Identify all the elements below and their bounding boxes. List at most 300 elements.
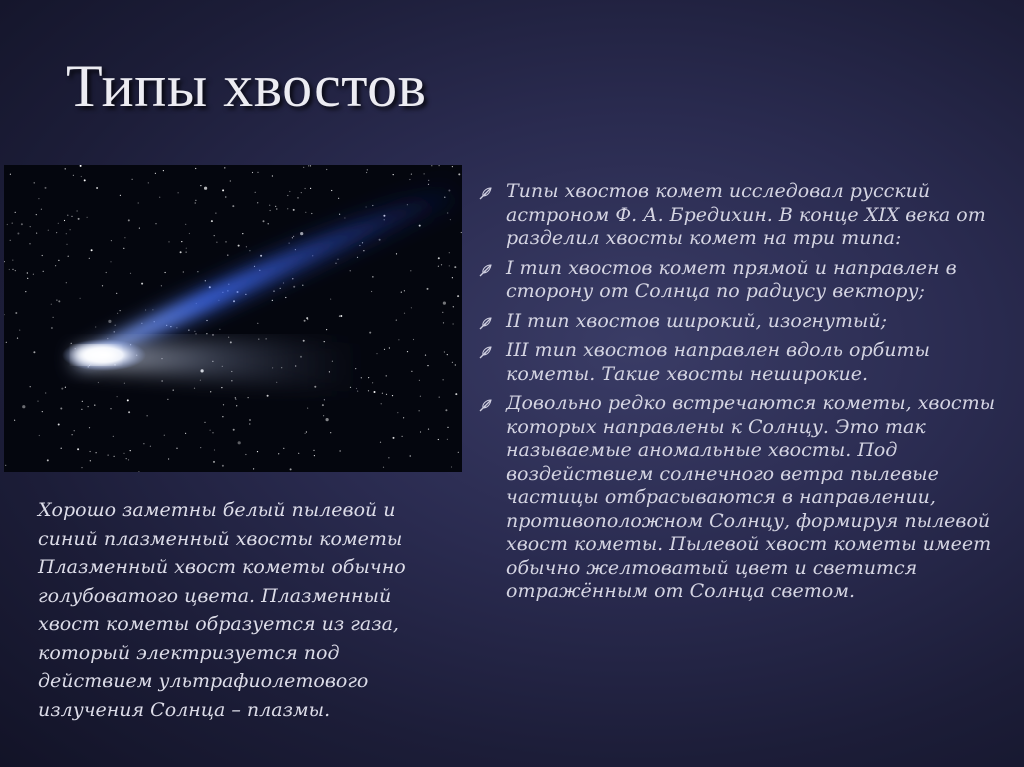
star [55, 265, 56, 266]
star [204, 422, 205, 423]
star [123, 248, 124, 249]
star [214, 235, 215, 236]
star [12, 269, 13, 270]
star [249, 423, 250, 424]
star [263, 220, 265, 222]
star [42, 255, 43, 256]
star [245, 454, 246, 455]
star [66, 282, 67, 283]
star [272, 175, 273, 176]
star [339, 214, 340, 215]
star [43, 271, 44, 272]
star [148, 182, 149, 183]
star [130, 273, 131, 274]
star [108, 320, 111, 323]
star [450, 219, 451, 220]
star [441, 264, 442, 265]
star [58, 300, 60, 302]
star [330, 432, 331, 433]
bullet-item [478, 180, 998, 251]
star [114, 331, 115, 332]
bullet-text: I тип хвостов комет прямой и направлен в сторону от Солнца по радиусу вектору; [506, 256, 957, 302]
bullet-text: Довольно редко встречаются кометы, хвосты которых направлены к Солнцу. Это так называемые аномальные хвосты. Под воздействием солнечного ветра пылевые частицы отбрасываются в направлении, противоположном Солнцу, формируя пылевой хвост кометы. Пылевой хвост кометы имеет обычно желтоватый цвет и светится отражённым от Солнца светом. [506, 392, 996, 602]
star [155, 223, 156, 224]
star [452, 362, 453, 363]
star [180, 251, 182, 253]
star [30, 386, 31, 387]
star [81, 409, 82, 410]
star [260, 255, 262, 257]
star [33, 274, 34, 275]
star [117, 396, 118, 397]
star [19, 330, 20, 331]
star [249, 419, 251, 421]
star [29, 243, 30, 244]
star [425, 355, 426, 356]
star [307, 319, 308, 320]
star [38, 198, 39, 199]
star [15, 212, 16, 213]
star [228, 337, 229, 338]
star [326, 169, 327, 170]
star [300, 232, 303, 235]
star [58, 223, 59, 224]
star [127, 399, 129, 401]
star [162, 380, 163, 381]
star [150, 446, 151, 447]
star [77, 210, 78, 211]
star [10, 240, 11, 241]
star [197, 271, 198, 272]
star [168, 241, 169, 242]
star [65, 168, 66, 169]
star [289, 191, 290, 192]
star [186, 248, 187, 249]
star [449, 252, 450, 253]
star [447, 354, 448, 355]
star [438, 257, 440, 259]
star [15, 270, 16, 271]
star [411, 174, 412, 175]
star [388, 457, 389, 458]
star [326, 418, 329, 421]
star [185, 433, 186, 434]
star [383, 467, 384, 468]
star [407, 351, 408, 352]
star [36, 214, 37, 215]
star [257, 451, 258, 452]
star [72, 434, 73, 435]
star [181, 241, 182, 242]
slide-title: Типы хвостов [66, 53, 427, 119]
star [195, 168, 196, 169]
star [143, 443, 144, 444]
star [381, 403, 382, 404]
star [253, 468, 254, 469]
star [147, 415, 148, 416]
bullet-item [478, 392, 998, 604]
star [45, 187, 47, 189]
star [195, 202, 196, 203]
star [12, 260, 13, 261]
comet-photo [4, 165, 462, 472]
star [159, 197, 160, 198]
star [458, 173, 460, 175]
star [420, 396, 421, 397]
star [453, 323, 454, 324]
star [186, 252, 187, 253]
star [36, 233, 37, 234]
star [235, 399, 236, 400]
star [443, 302, 446, 305]
star [397, 412, 398, 413]
star [269, 205, 270, 206]
star [27, 272, 28, 273]
star [128, 411, 130, 413]
star [304, 320, 306, 322]
star [419, 380, 420, 381]
star [461, 232, 462, 233]
star [232, 205, 234, 207]
star [163, 170, 164, 171]
star [337, 259, 338, 260]
feather-bullet-icon [478, 397, 494, 413]
star [214, 449, 215, 450]
star [124, 383, 125, 384]
star [66, 233, 67, 234]
star [110, 261, 111, 262]
star [392, 395, 393, 396]
star [369, 332, 371, 334]
star [95, 326, 96, 327]
star [340, 315, 342, 317]
star [386, 394, 387, 395]
star [94, 405, 95, 406]
star [363, 250, 364, 251]
star [442, 312, 443, 313]
star [74, 430, 75, 431]
star [324, 399, 325, 400]
star [453, 306, 454, 307]
star [200, 447, 201, 448]
star [30, 226, 31, 227]
star [189, 233, 190, 234]
star [15, 312, 17, 314]
star [9, 269, 10, 270]
star [396, 253, 397, 254]
star [393, 174, 394, 175]
star [124, 237, 125, 238]
star [223, 404, 224, 405]
star [305, 188, 306, 189]
star [48, 230, 49, 231]
star [88, 406, 89, 407]
star [141, 283, 143, 285]
star [17, 338, 18, 339]
star [233, 300, 235, 302]
star [10, 174, 11, 175]
star [368, 377, 369, 378]
star [384, 349, 385, 350]
star [65, 387, 66, 388]
star [308, 165, 309, 166]
star [84, 179, 86, 181]
star [41, 209, 42, 210]
star [66, 244, 67, 245]
bullet-item [478, 257, 998, 304]
feather-bullet-icon [478, 344, 494, 360]
star [411, 371, 412, 372]
star [222, 465, 224, 467]
star [452, 166, 453, 167]
star [443, 379, 444, 380]
star [310, 165, 311, 166]
star [330, 299, 331, 300]
star [139, 228, 140, 229]
star [335, 263, 336, 264]
star [90, 451, 91, 452]
star [380, 442, 381, 443]
star [290, 468, 292, 470]
star [212, 432, 213, 433]
star [431, 165, 432, 166]
star [285, 297, 286, 298]
star [396, 320, 397, 321]
star [419, 410, 420, 411]
star [449, 265, 450, 266]
star [224, 167, 225, 168]
star [67, 215, 68, 216]
star [113, 436, 114, 437]
star [87, 217, 88, 218]
star [289, 243, 290, 244]
star [297, 197, 298, 198]
star [71, 343, 72, 344]
star [367, 169, 368, 170]
star [410, 455, 411, 456]
star [273, 291, 274, 292]
star [344, 217, 345, 218]
star [200, 380, 201, 381]
star [447, 439, 448, 440]
star [12, 223, 13, 224]
star [81, 467, 82, 468]
bullet-item [478, 310, 998, 334]
star [382, 393, 383, 394]
star [45, 392, 46, 393]
star [204, 187, 207, 190]
star [443, 322, 444, 323]
star [249, 250, 250, 251]
star [34, 182, 35, 183]
star [91, 249, 93, 251]
star [161, 285, 162, 286]
star [313, 450, 314, 451]
star [108, 455, 109, 456]
star [404, 290, 405, 291]
star [33, 351, 35, 353]
star [314, 455, 315, 456]
star [258, 339, 259, 340]
star [96, 452, 97, 453]
star [292, 237, 293, 238]
star [185, 224, 186, 225]
star [402, 436, 403, 437]
star [98, 382, 99, 383]
star [292, 278, 293, 279]
star [89, 258, 90, 259]
star [427, 365, 428, 366]
star [424, 173, 425, 174]
star [447, 212, 448, 213]
star [210, 430, 211, 431]
star [68, 256, 69, 257]
star [227, 255, 228, 256]
star [58, 424, 60, 426]
star [230, 180, 231, 181]
bullet-item [478, 339, 998, 386]
star [53, 317, 54, 318]
star [17, 233, 19, 235]
star [368, 390, 369, 391]
star [371, 291, 372, 292]
star [293, 236, 294, 237]
star [302, 285, 303, 286]
star [447, 427, 448, 428]
star [56, 232, 57, 233]
star [280, 288, 281, 289]
bullet-text: II тип хвостов широкий, изогнутый; [506, 309, 888, 332]
star [306, 317, 308, 319]
star [71, 216, 72, 217]
star [178, 192, 179, 193]
star [222, 189, 224, 191]
star [110, 408, 111, 409]
star [338, 198, 339, 199]
star [458, 452, 459, 453]
star [58, 260, 59, 261]
star [216, 242, 217, 243]
star [270, 210, 271, 211]
star [257, 172, 258, 173]
star [276, 208, 277, 209]
star [306, 431, 307, 432]
star [27, 278, 28, 279]
star [168, 458, 169, 459]
star [266, 338, 267, 339]
star [195, 333, 196, 334]
star [420, 431, 421, 432]
star [200, 185, 201, 186]
star [409, 179, 410, 180]
star [152, 309, 153, 310]
star [305, 433, 306, 434]
star [51, 327, 53, 329]
star [64, 220, 65, 221]
star [413, 339, 414, 340]
star [428, 184, 429, 185]
star [310, 188, 311, 189]
star [42, 411, 43, 412]
star [372, 382, 373, 383]
star [366, 206, 367, 207]
star [225, 196, 226, 197]
star [457, 295, 459, 297]
star [386, 375, 387, 376]
star [439, 165, 440, 166]
star [379, 239, 381, 241]
star [215, 213, 216, 214]
star [114, 456, 115, 457]
star [61, 448, 62, 449]
star [183, 271, 184, 272]
feather-bullet-icon [478, 262, 494, 278]
star [233, 429, 235, 431]
star [331, 190, 332, 191]
bullet-text: III тип хвостов направлен вдоль орбиты кометы. Такие хвосты неширокие. [506, 339, 930, 385]
star [173, 390, 174, 391]
star [372, 205, 373, 206]
star [339, 316, 340, 317]
star [106, 272, 107, 273]
star [145, 309, 146, 310]
star [374, 391, 376, 393]
star [257, 202, 258, 203]
star [194, 388, 195, 389]
star [323, 415, 324, 416]
star [439, 397, 440, 398]
star [393, 437, 395, 439]
star [116, 293, 117, 294]
star [14, 420, 15, 421]
star [303, 167, 304, 168]
star [25, 291, 26, 292]
star [126, 458, 127, 459]
star [238, 441, 241, 444]
star [235, 397, 236, 398]
star [70, 229, 71, 230]
star [372, 276, 373, 277]
star [376, 353, 377, 354]
star [176, 327, 177, 328]
star [205, 280, 206, 281]
star [225, 241, 226, 242]
star [176, 448, 177, 449]
star [455, 393, 457, 395]
star [21, 223, 23, 225]
star [452, 277, 453, 278]
star [404, 313, 405, 314]
star [81, 176, 82, 177]
star [73, 175, 74, 176]
star [248, 397, 249, 398]
star [111, 240, 112, 241]
star [246, 246, 247, 247]
star [130, 450, 131, 451]
star [120, 310, 121, 311]
image-caption: Хорошо заметны белый пылевой и синий плазменный хвосты кометы Плазменный хвост кометы обычно голубоватого цвета. Плазменный хвост кометы образуется из газа, который электризуется под действием ультрафиолетового излучения Солнца – плазмы. [38, 499, 406, 721]
star [252, 172, 253, 173]
star [257, 323, 258, 324]
star [132, 179, 133, 180]
star [194, 331, 195, 332]
star [210, 391, 211, 392]
star [37, 401, 38, 402]
star [195, 200, 196, 201]
star [427, 288, 429, 290]
star [357, 257, 358, 258]
star [401, 292, 402, 293]
